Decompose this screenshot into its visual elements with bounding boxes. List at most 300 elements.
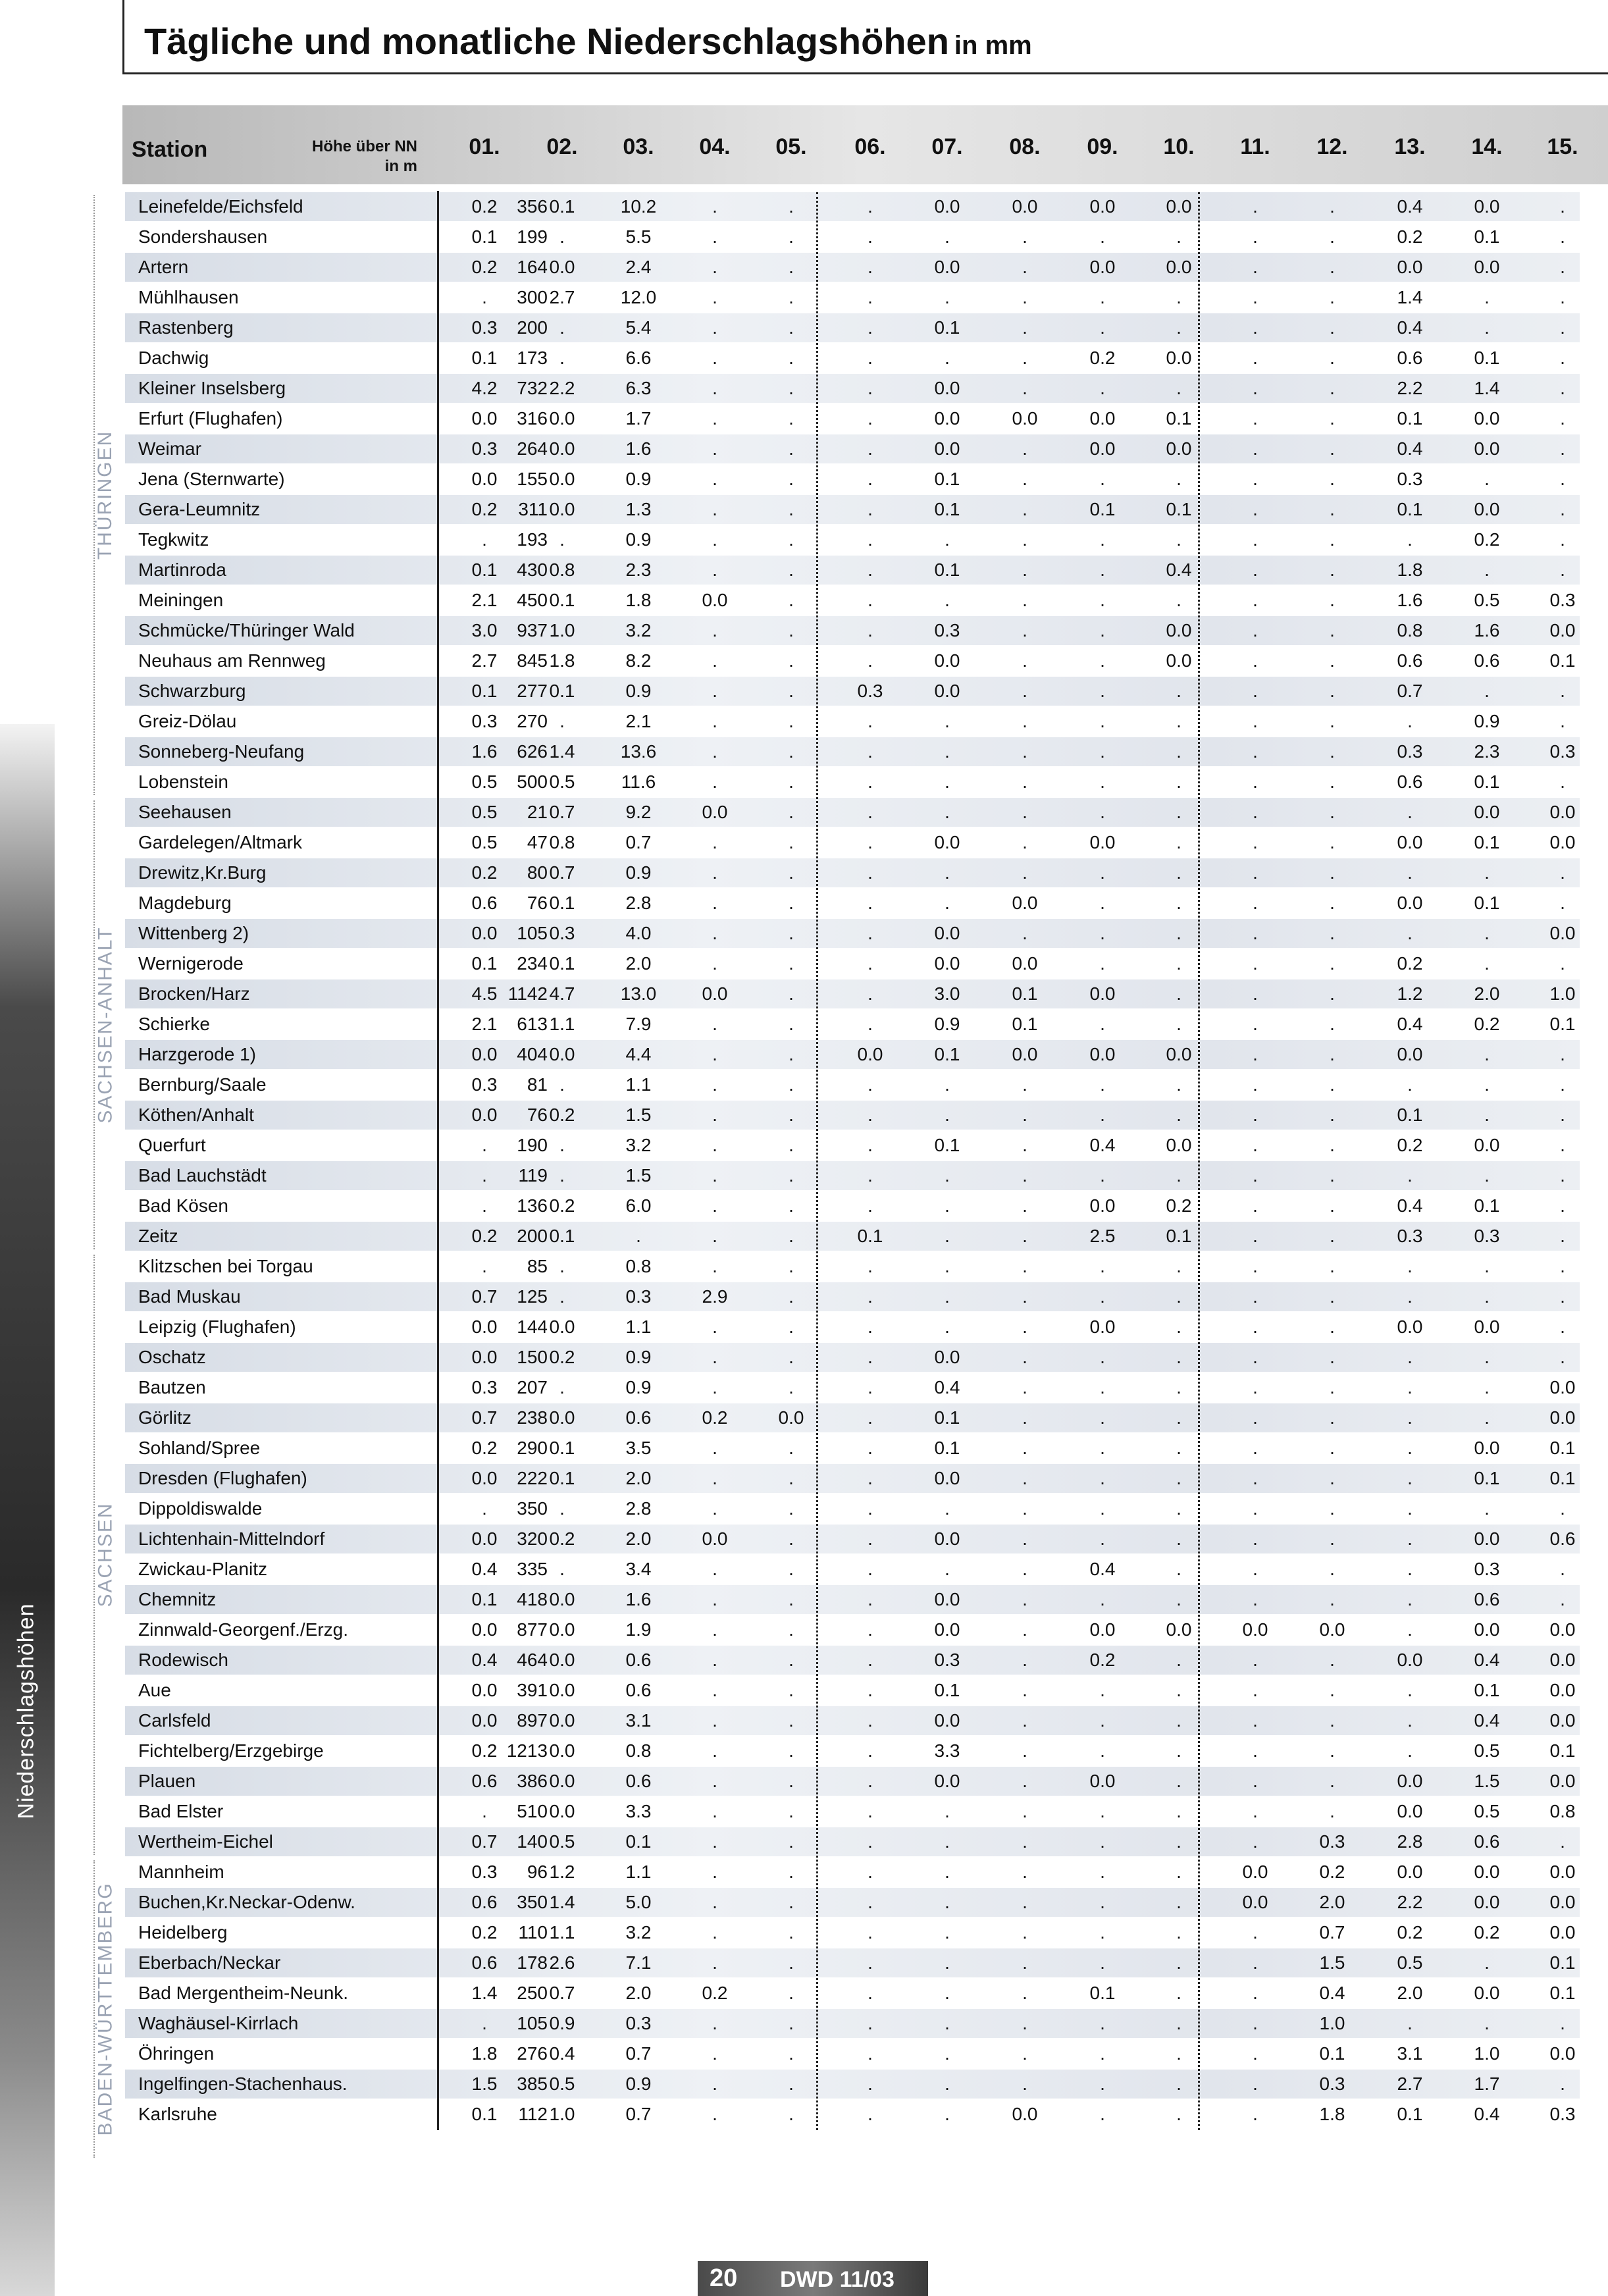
table-row [125,1040,1580,1069]
day-value: . [1022,1952,1027,1973]
day-value: . [1560,953,1565,974]
day-value: . [1022,1377,1027,1397]
day-value: . [1022,862,1027,883]
day-value: 0.3 [471,711,498,731]
day-value: . [1176,1922,1181,1943]
table-row [125,1646,1580,1675]
day-value: . [868,1589,873,1609]
station-height: 155 [517,469,548,489]
day-value: . [868,438,873,459]
day-value: . [1330,1347,1335,1367]
day-value: . [1330,711,1335,731]
day-value: . [1560,771,1565,792]
day-value: . [1330,1165,1335,1186]
day-value: . [1484,1165,1490,1186]
day-value: 3.2 [625,620,652,640]
day-value: . [1253,1801,1258,1821]
day-value: 0.0 [1089,196,1116,217]
day-value: . [1484,469,1490,489]
day-value: . [1253,771,1258,792]
day-value: . [1253,1740,1258,1761]
day-value: . [868,1801,873,1821]
day-value: . [789,2013,794,2033]
day-value: . [1330,650,1335,671]
day-value: 0.1 [1397,2104,1423,2124]
day-value: 0.1 [1166,499,1192,519]
day-value: 0.6 [1474,650,1500,671]
day-value: . [1022,1801,1027,1821]
station-height: 391 [517,1680,548,1700]
day-value: . [1330,1044,1335,1064]
day-value: . [868,2043,873,2064]
day-value: . [789,1710,794,1731]
day-value: . [1330,1377,1335,1397]
day-value: 0.9 [625,529,652,550]
day-value: 0.7 [471,1831,498,1852]
day-value: . [945,1862,950,1882]
day-value: . [1022,1710,1027,1731]
day-value: . [1022,1438,1027,1458]
station-name: Wertheim-Eichel [138,1831,273,1852]
day-value: . [712,1105,717,1125]
day-value: . [868,650,873,671]
day-value: . [1484,923,1490,943]
day-value: 0.1 [934,1680,960,1700]
day-value: . [1022,1498,1027,1519]
day-value: 0.0 [471,1105,498,1125]
day-value: 0.0 [1549,2043,1576,2064]
day-value: . [559,1135,565,1155]
day-value: 0.0 [1166,1135,1192,1155]
day-value: . [482,1498,487,1519]
day-value: 0.0 [471,1347,498,1367]
day-value: . [712,499,717,519]
day-value: 0.0 [1089,257,1116,277]
day-value: . [712,1195,717,1216]
station-name: Schmücke/Thüringer Wald [138,620,355,640]
day-value: 0.4 [471,1559,498,1579]
day-value: . [1330,1317,1335,1337]
day-value: . [1560,226,1565,247]
day-value: 0.1 [471,953,498,974]
day-value: . [945,771,950,792]
station-height: 164 [517,257,548,277]
day-value: 0.4 [1397,317,1423,338]
day-value: . [1253,1407,1258,1428]
station-name: Dachwig [138,348,209,368]
day-value: 0.0 [1242,1892,1268,1912]
day-value: 0.0 [1166,438,1192,459]
header-height-line: Höhe über NN [311,138,417,155]
day-value: 0.3 [471,1377,498,1397]
station-name: Tegkwitz [138,529,209,550]
day-value: . [1407,1468,1413,1488]
table-row [125,192,1580,221]
day-value: 2.9 [702,1286,728,1307]
station-name: Dippoldiswalde [138,1498,263,1519]
day-value: . [712,1801,717,1821]
day-value: . [1253,1135,1258,1155]
day-value: . [945,1922,950,1943]
day-value: . [945,590,950,610]
day-value: . [1407,1377,1413,1397]
day-value: . [1100,1347,1105,1367]
day-value: . [1176,711,1181,731]
day-value: 0.5 [549,1831,575,1852]
day-value: . [1022,2074,1027,2094]
table-row [125,1797,1580,1826]
day-value: 0.6 [1397,650,1423,671]
day-value: . [1176,832,1181,852]
day-value: . [1484,953,1490,974]
day-value: . [559,1559,565,1579]
day-value: 0.0 [1397,257,1423,277]
day-value: 0.3 [1319,2074,1345,2094]
day-value: 0.1 [1549,1014,1576,1034]
day-value: . [1330,1468,1335,1488]
day-value: . [1100,923,1105,943]
day-value: 0.3 [471,1862,498,1882]
day-value: . [1100,287,1105,307]
day-value: . [1253,983,1258,1004]
day-value: . [1022,1831,1027,1852]
day-value: . [868,1619,873,1640]
day-value: 0.1 [471,681,498,701]
day-value: . [1407,1347,1413,1367]
table-row [125,1494,1580,1523]
header-day: 03. [623,134,654,159]
day-value: . [559,317,565,338]
day-value: 0.6 [471,1952,498,1973]
day-value: 0.1 [1012,1014,1038,1034]
day-value: . [1330,196,1335,217]
day-value: 0.2 [471,257,498,277]
station-height: 845 [517,650,548,671]
day-value: . [868,953,873,974]
day-value: 2.7 [549,287,575,307]
day-value: 0.0 [1474,1438,1500,1458]
header-height [288,137,417,176]
day-value: 1.1 [549,1014,575,1034]
day-value: 0.5 [471,771,498,792]
station-height: 105 [517,2013,548,2033]
day-value: 1.1 [625,1317,652,1337]
day-value: . [1100,1680,1105,1700]
table-row [125,525,1580,554]
day-value: 1.8 [625,590,652,610]
day-value: . [1253,1105,1258,1125]
day-value: 1.7 [1474,2074,1500,2094]
day-value: 0.0 [1397,1771,1423,1791]
day-value: . [1253,1377,1258,1397]
day-value: . [1100,1740,1105,1761]
day-value: . [868,1680,873,1700]
day-value: . [1330,832,1335,852]
day-value: . [1484,2013,1490,2033]
day-value: . [789,1801,794,1821]
day-value: 1.0 [549,2104,575,2124]
day-value: 3.5 [625,1438,652,1458]
day-value: . [1330,983,1335,1004]
day-value: 0.0 [934,1619,960,1640]
day-value: . [868,317,873,338]
day-value: . [945,1256,950,1276]
day-value: . [1407,1710,1413,1731]
day-value: 7.9 [625,1014,652,1034]
day-value: 0.0 [1397,1650,1423,1670]
day-value: . [712,1710,717,1731]
table-row [125,2100,1580,2129]
day-value: 0.0 [1012,2104,1038,2124]
day-value: . [1484,560,1490,580]
day-value: . [1022,832,1027,852]
day-value: 0.6 [1549,1528,1576,1549]
station-name: Lichtenhain-Mittelndorf [138,1528,325,1549]
station-height: 222 [517,1468,548,1488]
day-value: . [1176,1771,1181,1791]
day-value: . [1253,1286,1258,1307]
day-value: . [1253,196,1258,217]
day-value: . [712,1074,717,1095]
day-value: 1.5 [625,1105,652,1125]
station-height: 350 [517,1498,548,1519]
table-row [125,646,1580,675]
day-value: . [1484,317,1490,338]
day-value: . [868,802,873,822]
day-value: . [1560,1589,1565,1609]
day-value: . [789,1347,794,1367]
day-value: 0.2 [1474,1922,1500,1943]
day-value: 0.2 [702,1983,728,2003]
header-day: 07. [931,134,963,159]
day-value: 0.3 [1549,590,1576,610]
day-value: . [789,923,794,943]
day-value: . [1176,1286,1181,1307]
station-name: Bautzen [138,1377,206,1397]
day-value: . [1560,1317,1565,1337]
day-value: 0.4 [1397,1014,1423,1034]
day-value: . [868,1014,873,1034]
day-value: . [945,862,950,883]
day-value: 0.4 [1474,2104,1500,2124]
day-value: . [1407,1286,1413,1307]
day-value: 1.1 [625,1074,652,1095]
day-value: 2.2 [549,378,575,398]
day-value: . [945,287,950,307]
station-name: Bad Kösen [138,1195,228,1216]
day-value: . [1560,1226,1565,1246]
station-height: 937 [517,620,548,640]
station-name: Bad Mergentheim-Neunk. [138,1983,349,2003]
day-value: . [789,1922,794,1943]
day-value: 0.1 [1089,1983,1116,2003]
day-value: . [1253,711,1258,731]
day-value: . [1253,832,1258,852]
day-value: . [1330,1014,1335,1034]
day-value: . [1100,2013,1105,2033]
day-value: . [712,2013,717,2033]
day-value: . [1253,1044,1258,1064]
day-value: . [868,348,873,368]
day-value: . [1100,226,1105,247]
day-value: 0.0 [1474,1983,1500,2003]
day-value: . [712,832,717,852]
day-value: . [636,1226,641,1246]
day-value: . [1176,953,1181,974]
table-row [125,1736,1580,1765]
day-value: . [1560,681,1565,701]
day-value: . [1484,1074,1490,1095]
day-value: . [712,1377,717,1397]
day-value: . [1253,923,1258,943]
day-value: 1.5 [1319,1952,1345,1973]
day-value: . [1253,590,1258,610]
day-value: 0.0 [549,1771,575,1791]
day-value: . [1022,802,1027,822]
day-value: . [868,1740,873,1761]
day-value: . [1560,1559,1565,1579]
day-value: 0.0 [1474,408,1500,429]
day-value: . [1330,1407,1335,1428]
day-value: . [1022,1680,1027,1700]
day-value: 0.3 [1474,1559,1500,1579]
day-value: . [1022,1619,1027,1640]
station-name: Bad Muskau [138,1286,241,1307]
day-value: 0.0 [1549,1862,1576,1882]
station-name: Wittenberg 2) [138,923,249,943]
day-value: . [1560,529,1565,550]
day-value: 1.0 [1474,2043,1500,2064]
day-value: . [789,1831,794,1852]
day-value: . [1100,1922,1105,1943]
day-value: . [1100,1286,1105,1307]
day-value: 0.1 [549,1438,575,1458]
day-value: 3.1 [625,1710,652,1731]
day-value: 2.8 [625,1498,652,1519]
day-value: 0.2 [471,1922,498,1943]
day-value: . [1330,741,1335,762]
day-value: 0.8 [1549,1801,1576,1821]
station-name: Magdeburg [138,893,232,913]
table-row [125,222,1580,251]
day-value: . [1330,1195,1335,1216]
day-value: 0.0 [549,1710,575,1731]
day-value: . [1176,287,1181,307]
day-value: . [1022,1771,1027,1791]
day-value: . [1022,1650,1027,1670]
day-value: 0.3 [1397,741,1423,762]
day-value: . [789,1740,794,1761]
station-name: Gardelegen/Altmark [138,832,303,852]
day-value: . [1022,1347,1027,1367]
day-value: 0.0 [1012,953,1038,974]
station-height: 96 [527,1862,548,1882]
day-value: 0.0 [1166,257,1192,277]
station-height: 80 [527,862,548,883]
group-label-text: SACHSEN [94,1502,117,1607]
table-row [125,798,1580,827]
day-value: . [1407,1619,1413,1640]
station-name: Seehausen [138,802,232,822]
day-value: 0.3 [1319,1831,1345,1852]
day-value: . [712,1740,717,1761]
day-value: 4.2 [471,378,498,398]
station-height: 47 [527,832,548,852]
day-value: . [1407,862,1413,883]
day-value: . [1100,1014,1105,1034]
day-value: 0.1 [549,953,575,974]
day-value: 3.0 [471,620,498,640]
day-value: . [1407,1165,1413,1186]
day-value: . [1176,1074,1181,1095]
day-value: . [1253,1922,1258,1943]
day-value: . [789,983,794,1004]
day-value: . [1176,469,1181,489]
day-value: 0.0 [1474,1862,1500,1882]
day-value: 0.9 [625,681,652,701]
day-value: 0.0 [934,196,960,217]
table-row [125,707,1580,736]
day-value: 3.2 [625,1135,652,1155]
station-height: 105 [517,923,548,943]
day-value: . [1100,590,1105,610]
day-value: . [1253,438,1258,459]
day-value: . [1253,681,1258,701]
day-value: . [1022,1468,1027,1488]
table-row [125,1706,1580,1735]
day-value: . [868,1105,873,1125]
day-value: 0.1 [1549,1983,1576,2003]
station-name: Eberbach/Neckar [138,1952,281,1973]
day-value: . [559,1498,565,1519]
day-value: . [945,2074,950,2094]
day-value: . [712,1468,717,1488]
day-value: 0.1 [549,196,575,217]
day-value: 0.0 [934,1528,960,1549]
station-name: Gera-Leumnitz [138,499,261,519]
day-value: . [1176,1256,1181,1276]
day-value: 11.6 [621,771,656,792]
day-value: 0.0 [549,438,575,459]
day-value: 9.2 [625,802,652,822]
day-value: . [1560,196,1565,217]
day-value: 0.0 [471,1044,498,1064]
day-value: . [868,1952,873,1973]
station-name: Waghäusel-Kirrlach [138,2013,299,2033]
day-value: 0.0 [471,1317,498,1337]
table-row [125,828,1580,857]
day-value: . [1100,469,1105,489]
station-name: Karlsruhe [138,2104,217,2124]
day-value: 0.9 [625,2074,652,2094]
day-value: . [1484,1105,1490,1125]
day-value: . [789,590,794,610]
day-value: . [945,802,950,822]
day-value: 0.0 [934,832,960,852]
station-name: Martinroda [138,560,226,580]
day-value: 0.5 [471,802,498,822]
day-value: 0.1 [934,1135,960,1155]
day-value: . [789,529,794,550]
day-value: 0.0 [1474,1892,1500,1912]
day-value: 0.0 [471,1680,498,1700]
day-value: 0.4 [1319,1983,1345,2003]
day-value: . [789,1317,794,1337]
day-value: 0.0 [471,923,498,943]
station-height: 300 [517,287,548,307]
day-value: . [1560,2013,1565,2033]
day-value: 0.0 [934,408,960,429]
